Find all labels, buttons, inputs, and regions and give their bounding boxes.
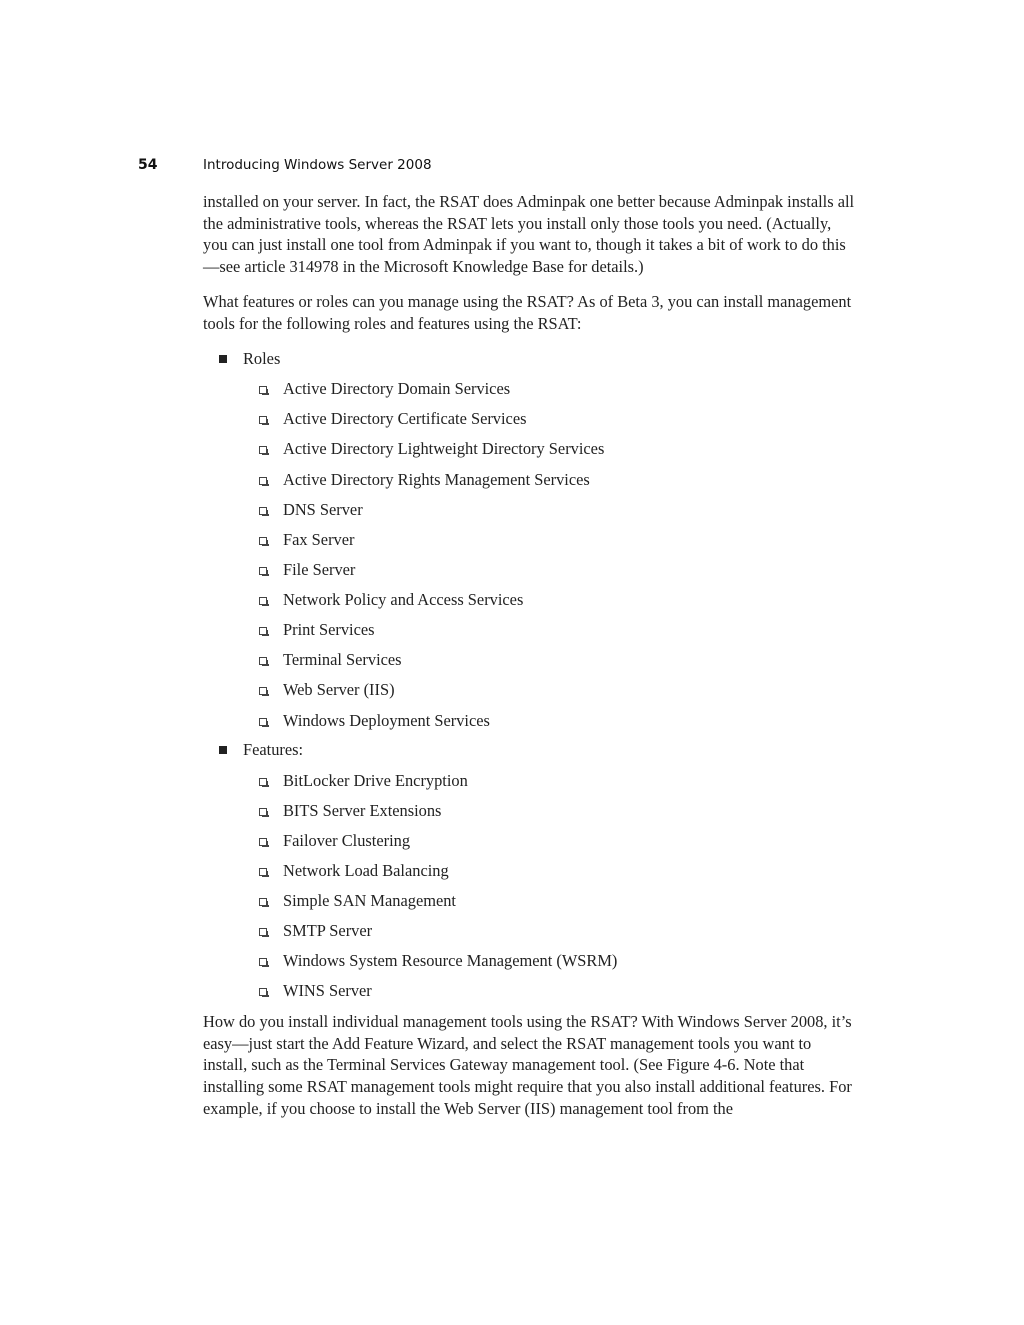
checkbox-bullet-icon (259, 808, 267, 816)
list-item-label: Fax Server (283, 530, 355, 549)
list-item-label: Active Directory Certificate Services (283, 409, 527, 428)
paragraph-text: What features or roles can you manage using the RSAT? As of Beta 3, you can install management tools for the following roles and features using the RSAT: (203, 292, 852, 333)
body-paragraph (203, 291, 858, 334)
checkbox-bullet-icon (259, 507, 267, 515)
list-item (259, 830, 410, 852)
checkbox-bullet-icon (259, 898, 267, 906)
list-item (259, 378, 510, 400)
list-item (259, 649, 402, 671)
checkbox-bullet-icon (259, 416, 267, 424)
list-item (259, 950, 617, 972)
list-item (259, 559, 355, 581)
running-head: Introducing Windows Server 2008 (203, 157, 432, 173)
paragraph-text: installed on your server. In fact, the RSAT does Adminpak one better because Adminpak installs all the administrative tools, whereas the RSAT lets you install only those tools you need. (Actually, you can just install one tool from Adminpak if you want to, though it takes a bit of work to do this—see article 314978 in the Microsoft Knowledge Base for details.) (203, 192, 855, 277)
body-paragraph (203, 191, 858, 278)
list-item (259, 800, 441, 822)
list-item-label: DNS Server (283, 500, 363, 519)
page-number: 54 (138, 157, 158, 173)
checkbox-bullet-icon (259, 446, 267, 454)
list-item (259, 438, 604, 460)
list-item (259, 589, 523, 611)
checkbox-bullet-icon (259, 687, 267, 695)
list-item-label: Windows Deployment Services (283, 711, 490, 730)
list-item-label: Terminal Services (283, 650, 402, 669)
body-paragraph (203, 1011, 858, 1120)
list-item (259, 469, 590, 491)
checkbox-bullet-icon (259, 386, 267, 394)
checkbox-bullet-icon (259, 657, 267, 665)
checkbox-bullet-icon (259, 838, 267, 846)
checkbox-bullet-icon (259, 537, 267, 545)
list-item-label: BITS Server Extensions (283, 801, 442, 820)
list-item-label: Active Directory Lightweight Directory Services (283, 439, 605, 458)
list-item-label: Network Policy and Access Services (283, 590, 524, 609)
checkbox-bullet-icon (259, 627, 267, 635)
list-item-label: Print Services (283, 620, 375, 639)
checkbox-bullet-icon (259, 958, 267, 966)
list-item (259, 920, 372, 942)
checkbox-bullet-icon (259, 988, 267, 996)
checkbox-bullet-icon (259, 597, 267, 605)
list-item-label: Active Directory Domain Services (283, 379, 511, 398)
group-label: Features: (243, 740, 304, 759)
list-item (259, 499, 363, 521)
checkbox-bullet-icon (259, 718, 267, 726)
list-item-label: Network Load Balancing (283, 861, 449, 880)
list-item (259, 619, 375, 641)
square-bullet-icon (219, 746, 227, 754)
list-item (259, 679, 395, 701)
checkbox-bullet-icon (259, 778, 267, 786)
list-item (259, 890, 456, 912)
list-item-label: WINS Server (283, 981, 372, 1000)
list-group-roles (219, 348, 280, 370)
list-item-label: BitLocker Drive Encryption (283, 771, 468, 790)
paragraph-text: How do you install individual management tools using the RSAT? With Windows Server 2008, it’s easy—just start the Add Feature Wizard, and select the RSAT management tools you want to install, such as the Terminal Services Gateway management tool. (See Figure 4-6. Note that installing some RSAT management tools might require that you also install additional features. For example, if you choose to install the Web Server (IIS) management tool from the (203, 1012, 852, 1118)
checkbox-bullet-icon (259, 868, 267, 876)
list-item (259, 529, 354, 551)
group-label: Roles (243, 349, 281, 368)
checkbox-bullet-icon (259, 477, 267, 485)
list-item-label: Windows System Resource Management (WSRM) (283, 951, 618, 970)
list-item (259, 980, 372, 1002)
list-item (259, 710, 490, 732)
page-header (0, 155, 1024, 177)
list-item-label: Simple SAN Management (283, 891, 456, 910)
list-item-label: Failover Clustering (283, 831, 411, 850)
checkbox-bullet-icon (259, 567, 267, 575)
list-item (259, 770, 468, 792)
list-item-label: Active Directory Rights Management Services (283, 470, 590, 489)
list-item (259, 860, 449, 882)
list-item-label: SMTP Server (283, 921, 373, 940)
checkbox-bullet-icon (259, 928, 267, 936)
list-item (259, 408, 526, 430)
list-group-features (219, 739, 303, 761)
list-item-label: Web Server (IIS) (283, 680, 395, 699)
list-item-label: File Server (283, 560, 356, 579)
square-bullet-icon (219, 355, 227, 363)
